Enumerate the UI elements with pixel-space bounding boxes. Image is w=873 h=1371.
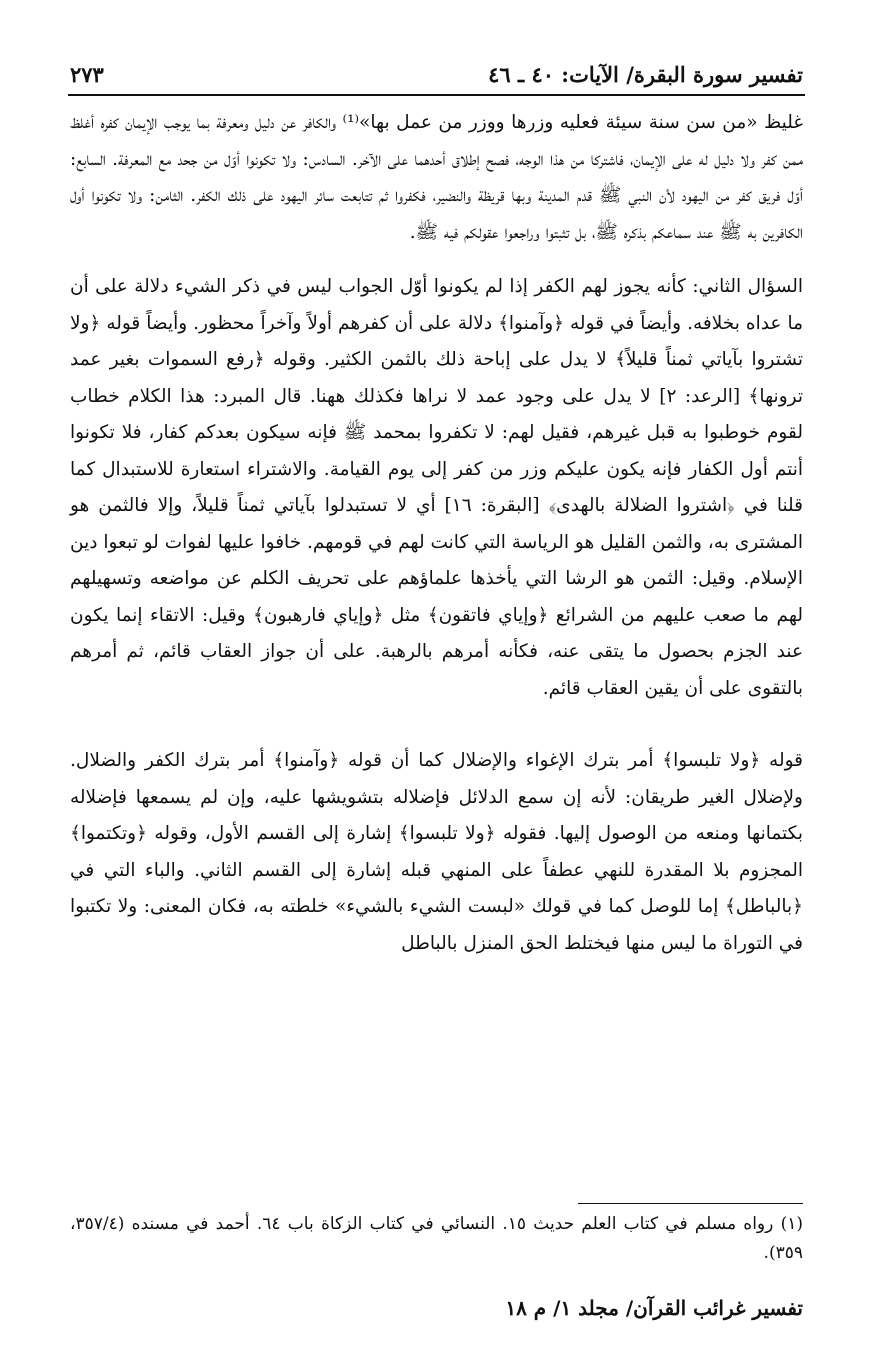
header-rule: [68, 94, 805, 96]
running-header: [70, 62, 803, 92]
signature-footer: تفسير غرائب القرآن/ مجلد ١/ م ١٨: [505, 1296, 803, 1320]
paragraph: السؤال الثاني: كأنه يجوز لهم الكفر إذا لم يكونوا أوّل الجواب ليس في ذكر الشيء دلالة على أن ما عداه بخلافه. وأيضاً في قوله ﴿وآمنوا﴾ دلالة على أن كفرهم أولاً وآخراً محظور. وأيضاً قوله ﴿ولا تشتروا بآياتي ثمناً قليلاً﴾ لا يدل على إباحة ذلك بالثمن الكثير. وقوله ﴿رفع السموات بغير عمد ترونها﴾ [الرعد: ٢] لا يدل على وجود عمد لا نراها فكذلك ههنا. قال المبرد: هذا الكلام خطاب لقوم خوطبوا به قبل غيرهم، فقيل لهم: لا تكفروا بمحمد ﷺ فإنه سيكون بعدكم كفار، فلا تكونوا أنتم أول الكفار فإنه يكون عليكم وزر من كفر إلى يوم القيامة. والاشتراء استعارة للاستبدال كما قلنا في ﴿اشتروا الضلالة بالهدى﴾ [البقرة: ١٦] أي لا تستبدلوا بآياتي ثمناً قليلاً، وإلا فالثمن هو المشترى به، والثمن القليل هو الرياسة التي كانت لهم في قومهم. خافوا عليها لفوات لو تبعوا دين الإسلام. وقيل: الثمن هو الرشا التي يأخذها علماؤهم على تحريف الكلم عن مواضعه وتسهيلهم لهم ما صعب عليهم من الشرائع ﴿وإياي فاتقون﴾ مثل ﴿وإياي فارهبون﴾ وقيل: الاتقاء إنما يكون عند الجزم بحصول ما يتقى عنه، فكأنه أمرهم بالرهبة. على أن جواز العقاب قائم، ثم أمرهم بالتقوى على أن يقين العقاب قائم.: [70, 276, 804, 699]
page-number: ٢٧٣: [70, 62, 104, 87]
paragraph: قوله ﴿ولا تلبسوا﴾ أمر بترك الإغواء والإضلال كما أن قوله ﴿وآمنوا﴾ أمر بترك الكفر والضلال. ولإضلال الغير طريقان: لأنه إن سمع الدلائل فإضلاله بتشويشها عليه، وإن لم يسمعها فإضلاله بكتمانها ومنعه من الوصول إليها. فقوله ﴿ولا تلبسوا﴾ إشارة إلى القسم الأول، وقوله ﴿وتكتموا﴾ المجزوم بلا المقدرة للنهي عطفاً على المنهي قبله إشارة إلى القسم الثاني. والباء التي في ﴿بالباطل﴾ إما للوصل كما في قولك «لبست الشيء بالشيء» خلطته به، فكان المعنى: ولا تكتبوا في التوراة ما ليس منها فيختلط الحق المنزل بالباطل: [70, 750, 803, 954]
paragraph: غليظ «من سن سنة سيئة فعليه وزرها ووزر من عمل بها»⁽¹⁾ والكافر عن دليل ومعرفة بما يوجب الإيمان كفره أغلظ ممن كفر ولا دليل له على الإيمان، فاشتركا من هذا الوجه، فصح إطلاق أحدهما على الآخر. السادس: ولا تكونوا أوّل من جحد مع المعرفة. السابع: أوّل فريق كفر من اليهود لأن النبي ﷺ قدم المدينة وبها قريظة والنضير، فكفروا ثم تتابعت سائر اليهود على ذلك الكفر. الثامن: ولا تكونوا أول الكافرين به ﷺ عند سماعكم بذكره ﷺ، بل تثبتوا وراجعوا عقولكم فيه ﷺ.: [70, 112, 804, 243]
header-title: تفسير سورة البقرة/ الآيات: ٤٠ ـ ٤٦: [488, 62, 803, 87]
footnote: (١) رواه مسلم في كتاب العلم حديث ١٥. النسائي في كتاب الزكاة باب ٦٤. أحمد في مسنده (٣٥٧/٤، ٣٥٩).: [70, 1214, 803, 1263]
main-text: [70, 105, 803, 962]
footnote-rule: [578, 1203, 803, 1204]
